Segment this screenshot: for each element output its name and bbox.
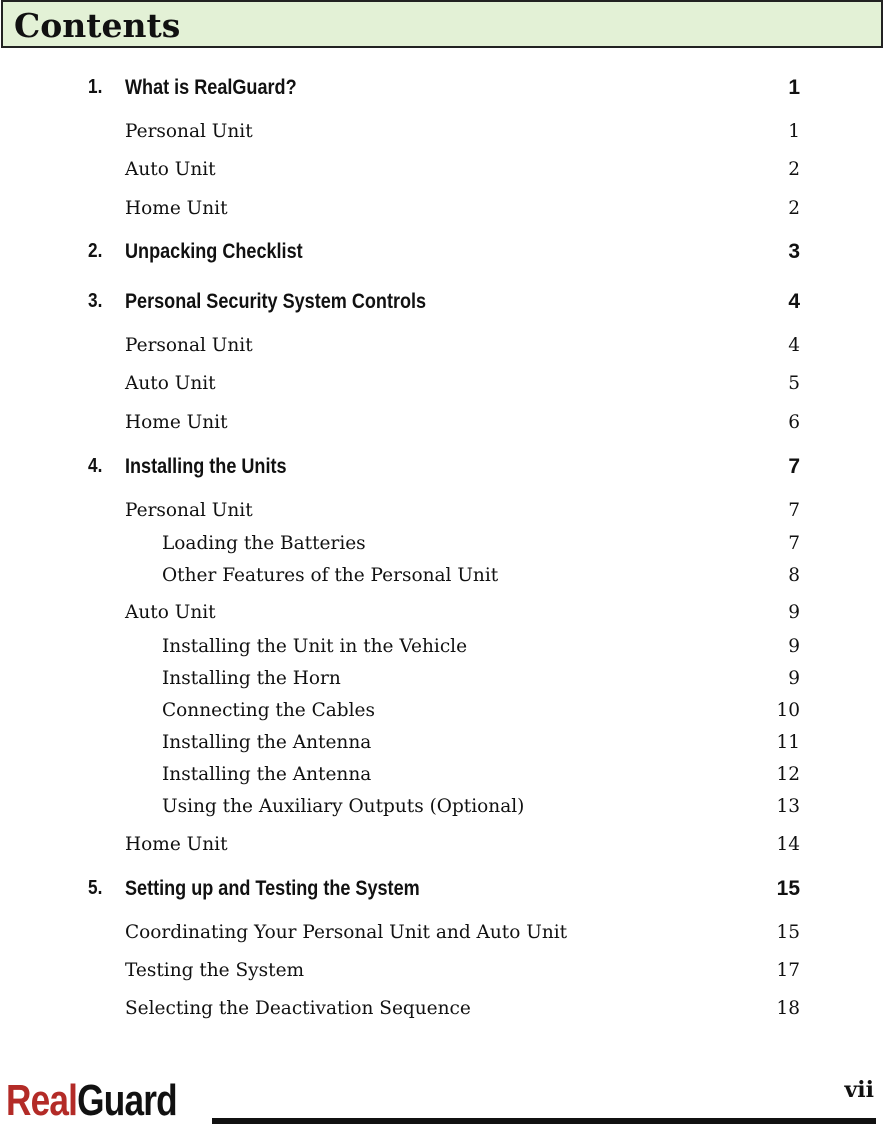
toc-entry-title: Installing the Antenna	[162, 764, 372, 785]
toc-entry-page: 8	[788, 565, 800, 586]
toc-chapter-number: 2.	[88, 240, 103, 262]
realguard-logo	[6, 1077, 177, 1125]
toc-entry-title: Auto Unit	[125, 602, 216, 623]
toc-subsection-entry[interactable]	[0, 764, 888, 792]
toc-entry-title: Loading the Batteries	[162, 533, 366, 554]
toc-entry-title: Using the Auxiliary Outputs (Optional)	[162, 796, 525, 817]
toc-entry-title: Selecting the Deactivation Sequence	[125, 998, 471, 1019]
toc-entry-page: 6	[788, 412, 800, 433]
toc-entry-title: Installing the Unit in the Vehicle	[162, 636, 468, 657]
toc-entry-title: Personal Unit	[125, 335, 253, 356]
toc-entry-title: Home Unit	[125, 412, 228, 433]
toc-entry-page: 10	[776, 700, 800, 721]
toc-entry-title: What is RealGuard?	[125, 76, 297, 99]
toc-entry-page: 17	[776, 960, 800, 981]
toc-subsection-entry[interactable]	[0, 533, 888, 561]
toc-entry-page: 7	[788, 533, 800, 554]
toc-entry-page: 15	[776, 877, 800, 900]
toc-entry-page: 3	[788, 240, 800, 263]
toc-section-entry[interactable]	[0, 335, 888, 363]
toc-entry-page: 4	[788, 335, 800, 356]
toc-entry-page: 14	[776, 834, 800, 855]
logo-real-text: Real	[6, 1076, 78, 1125]
toc-section-entry[interactable]	[0, 412, 888, 440]
toc-entry-title: Home Unit	[125, 834, 228, 855]
toc-chapter-entry[interactable]	[0, 240, 888, 268]
toc-subsection-entry[interactable]	[0, 668, 888, 696]
toc-section-entry[interactable]	[0, 500, 888, 528]
toc-section-entry[interactable]	[0, 198, 888, 226]
toc-section-entry[interactable]	[0, 922, 888, 950]
toc-chapter-number: 3.	[88, 290, 103, 312]
toc-section-entry[interactable]	[0, 834, 888, 862]
toc-entry-title: Installing the Antenna	[162, 732, 372, 753]
toc-subsection-entry[interactable]	[0, 636, 888, 664]
toc-chapter-entry[interactable]	[0, 877, 888, 905]
toc-entry-page: 15	[776, 922, 800, 943]
toc-entry-page: 9	[788, 668, 800, 689]
contents-header-bar	[1, 0, 883, 48]
toc-entry-page: 9	[788, 636, 800, 657]
toc-subsection-entry[interactable]	[0, 796, 888, 824]
toc-entry-title: Coordinating Your Personal Unit and Auto Unit	[125, 922, 568, 943]
footer-rule	[212, 1118, 876, 1124]
toc-section-entry[interactable]	[0, 960, 888, 988]
toc-entry-title: Connecting the Cables	[162, 700, 375, 721]
toc-entry-title: Personal Unit	[125, 500, 253, 521]
toc-entry-title: Installing the Units	[125, 455, 287, 478]
toc-entry-page: 1	[788, 121, 800, 142]
toc-section-entry[interactable]	[0, 373, 888, 401]
toc-section-entry[interactable]	[0, 121, 888, 149]
toc-entry-title: Unpacking Checklist	[125, 240, 303, 263]
toc-entry-page: 5	[788, 373, 800, 394]
toc-entry-page: 9	[788, 602, 800, 623]
toc-entry-title: Other Features of the Personal Unit	[162, 565, 499, 586]
toc-entry-page: 11	[776, 732, 800, 753]
toc-entry-page: 7	[788, 500, 800, 521]
toc-entry-page: 12	[776, 764, 800, 785]
toc-subsection-entry[interactable]	[0, 700, 888, 728]
toc-chapter-entry[interactable]	[0, 455, 888, 483]
toc-entry-page: 13	[776, 796, 800, 817]
toc-chapter-number: 5.	[88, 877, 103, 899]
toc-entry-title: Setting up and Testing the System	[125, 877, 420, 900]
toc-entry-title: Testing the System	[125, 960, 305, 981]
toc-entry-page: 1	[788, 76, 800, 99]
toc-entry-page: 7	[788, 455, 800, 478]
toc-entry-page: 18	[776, 998, 800, 1019]
page-title: Contents	[14, 6, 181, 45]
toc-entry-title: Auto Unit	[125, 373, 216, 394]
toc-entry-page: 2	[788, 198, 800, 219]
toc-entry-page: 4	[788, 290, 800, 313]
toc-entry-title: Installing the Horn	[162, 668, 341, 689]
footer-page-number: vii	[844, 1077, 874, 1103]
logo-guard-text: Guard	[77, 1076, 177, 1125]
toc-subsection-entry[interactable]	[0, 565, 888, 593]
toc-entry-title: Auto Unit	[125, 159, 216, 180]
toc-entry-title: Personal Security System Controls	[125, 290, 427, 313]
toc-entry-title: Personal Unit	[125, 121, 253, 142]
toc-section-entry[interactable]	[0, 998, 888, 1026]
toc-chapter-entry[interactable]	[0, 76, 888, 104]
toc-chapter-number: 1.	[88, 76, 103, 98]
toc-entry-page: 2	[788, 159, 800, 180]
toc-subsection-entry[interactable]	[0, 732, 888, 760]
toc-entry-title: Home Unit	[125, 198, 228, 219]
toc-chapter-number: 4.	[88, 455, 103, 477]
toc-section-entry[interactable]	[0, 602, 888, 630]
toc-section-entry[interactable]	[0, 159, 888, 187]
toc-chapter-entry[interactable]	[0, 290, 888, 318]
